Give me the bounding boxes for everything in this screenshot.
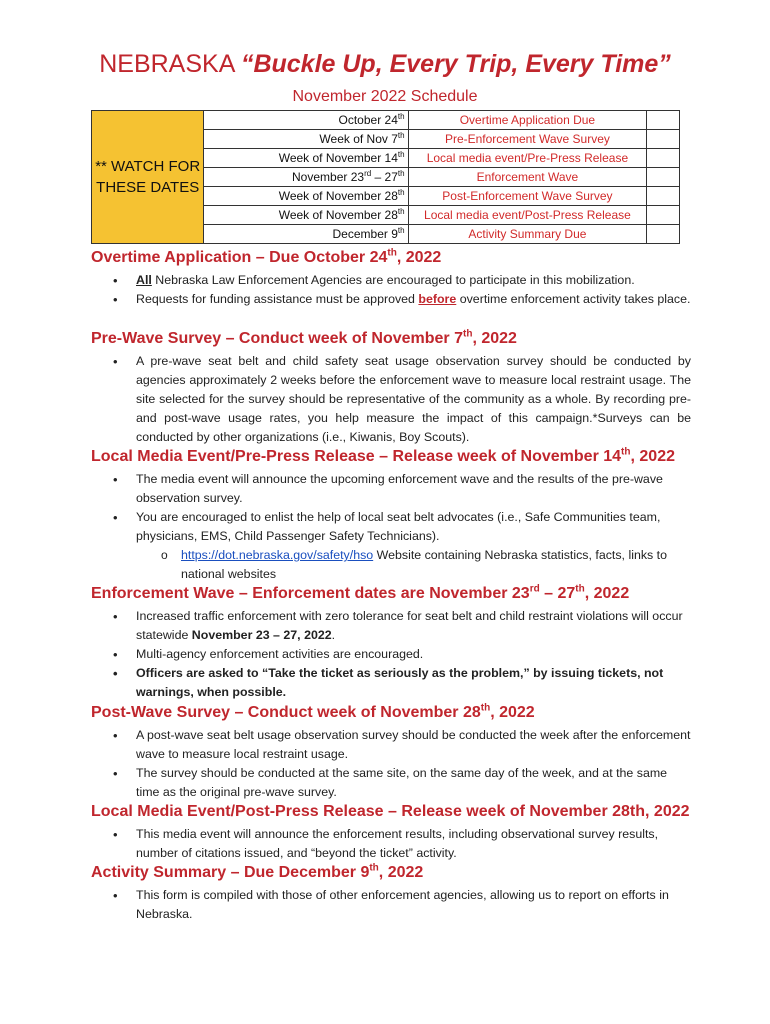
list-item: • Multi-agency enforcement activities are encouraged. bbox=[91, 645, 691, 664]
bullet-list bbox=[91, 886, 691, 924]
list-item: • The survey should be conducted at the same site, on the same day of the week, and at the same time as the original pre-wave survey. bbox=[91, 764, 691, 802]
schedule-checkbox bbox=[647, 225, 680, 244]
schedule-checkbox bbox=[647, 111, 680, 130]
page-title: NEBRASKA “Buckle Up, Every Trip, Every Time” bbox=[99, 50, 671, 78]
list-item: o https://dot.nebraska.gov/safety/hso Website containing Nebraska statistics, facts, links to national websites bbox=[91, 546, 691, 584]
list-item: • This media event will announce the enforcement results, including observational survey results, number of citations issued, and “beyond the ticket” activity. bbox=[91, 825, 691, 863]
section-post-press-release bbox=[91, 803, 691, 863]
schedule-activity: Activity Summary Due bbox=[408, 225, 647, 244]
hso-website-link[interactable]: https://dot.nebraska.gov/safety/hso bbox=[181, 548, 374, 562]
schedule-date: December 9th bbox=[204, 225, 408, 244]
schedule-checkbox bbox=[647, 187, 680, 206]
schedule-activity: Post-Enforcement Wave Survey bbox=[408, 187, 647, 206]
list-item: • Requests for funding assistance must be approved before overtime enforcement activity takes place. bbox=[91, 290, 691, 309]
schedule-checkbox bbox=[647, 168, 680, 187]
schedule-date: November 23rd – 27th bbox=[204, 168, 408, 187]
watch-dates-callout: ** WATCH FOR THESE DATES bbox=[92, 111, 204, 244]
list-item: • A pre-wave seat belt and child safety seat usage observation survey should be conducted by agencies approximately 2 weeks before the enforcement wave to measure local restraint usage. The site selected for the survey should be representative of the community as a whole. By recording pre- and post-wave usage rates, you help measure the impact of this campaign.*Surveys can be conducted by other organizations (i.e., Kiwanis, Boy Scouts). bbox=[91, 352, 691, 447]
schedule-activity: Local media event/Post-Press Release bbox=[408, 206, 647, 225]
section-heading: Pre-Wave Survey – Conduct week of November 7th, 2022 bbox=[91, 328, 517, 347]
section-enforcement-wave bbox=[91, 585, 691, 702]
section-pre-wave-survey bbox=[91, 330, 691, 447]
section-heading: Post-Wave Survey – Conduct week of November 28th, 2022 bbox=[91, 702, 535, 721]
section-heading: Local Media Event/Post-Press Release – Release week of November 28th, 2022 bbox=[91, 803, 690, 820]
section-post-wave-survey bbox=[91, 704, 691, 802]
schedule-checkbox bbox=[647, 130, 680, 149]
section-heading: Local Media Event/Pre-Press Release – Release week of November 14th, 2022 bbox=[91, 446, 675, 465]
section-heading: Overtime Application – Due October 24th, 2022 bbox=[91, 247, 442, 266]
section-heading: Activity Summary – Due December 9th, 2022 bbox=[91, 862, 424, 881]
schedule-date: Week of November 28th bbox=[204, 187, 408, 206]
list-item: • Officers are asked to “Take the ticket as seriously as the problem,” by issuing tickets, not warnings, when possible. bbox=[91, 664, 691, 702]
bullet-list bbox=[91, 470, 691, 584]
section-pre-press-release bbox=[91, 448, 691, 584]
list-item: • The media event will announce the upcoming enforcement wave and the results of the pre-wave observation survey. bbox=[91, 470, 691, 508]
schedule-table bbox=[91, 110, 680, 244]
section-overtime-application bbox=[91, 249, 691, 309]
schedule-date: October 24th bbox=[204, 111, 408, 130]
schedule-date: Week of Nov 7th bbox=[204, 130, 408, 149]
bullet-list bbox=[91, 271, 691, 309]
schedule-row bbox=[92, 111, 680, 130]
bullet-list bbox=[91, 726, 691, 802]
list-item: • A post-wave seat belt usage observation survey should be conducted the week after the enforcement wave to measure local restraint usage. bbox=[91, 726, 691, 764]
bullet-list bbox=[91, 352, 691, 447]
schedule-activity: Overtime Application Due bbox=[408, 111, 647, 130]
section-heading: Enforcement Wave – Enforcement dates are November 23rd – 27th, 2022 bbox=[91, 583, 630, 602]
section-activity-summary bbox=[91, 864, 691, 924]
schedule-subtitle: November 2022 Schedule bbox=[292, 88, 478, 105]
schedule-activity: Pre-Enforcement Wave Survey bbox=[408, 130, 647, 149]
list-item: • Increased traffic enforcement with zero tolerance for seat belt and child restraint violations will occur statewide November 23 – 27, 2022. bbox=[91, 607, 691, 645]
list-item: • This form is compiled with those of other enforcement agencies, allowing us to report on efforts in Nebraska. bbox=[91, 886, 691, 924]
schedule-activity: Local media event/Pre-Press Release bbox=[408, 149, 647, 168]
list-item: • All Nebraska Law Enforcement Agencies are encouraged to participate in this mobilization. bbox=[91, 271, 691, 290]
schedule-date: Week of November 28th bbox=[204, 206, 408, 225]
bullet-list bbox=[91, 607, 691, 702]
schedule-activity: Enforcement Wave bbox=[408, 168, 647, 187]
schedule-checkbox bbox=[647, 149, 680, 168]
schedule-date: Week of November 14th bbox=[204, 149, 408, 168]
schedule-checkbox bbox=[647, 206, 680, 225]
list-item: • You are encouraged to enlist the help of local seat belt advocates (i.e., Safe Communities team, physicians, EMS, Child Passenger Safety Technicians). bbox=[91, 508, 691, 546]
bullet-list bbox=[91, 825, 691, 863]
